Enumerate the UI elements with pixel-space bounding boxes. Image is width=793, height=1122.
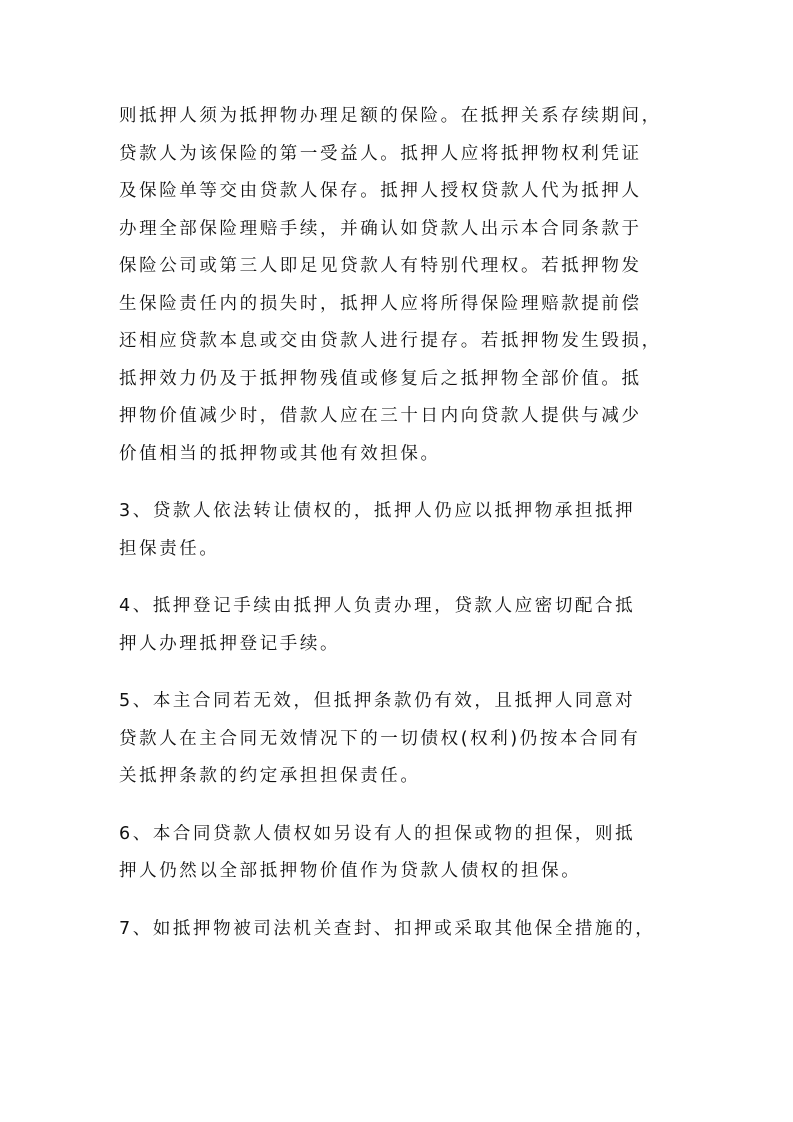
- text-line: 价值相当的抵押物或其他有效担保。: [119, 443, 441, 464]
- text-line: 则抵押人须为抵押物办理足额的保险。在抵押关系存续期间，: [119, 106, 662, 126]
- text-line: 贷款人为该保险的第一受益人。抵押人应将抵押物权利凭证: [119, 143, 642, 164]
- text-line: 5、本主合同若无效，但抵押条款仍有效，且抵押人同意对: [119, 691, 636, 711]
- paragraph-clause-7: [119, 911, 679, 949]
- text-line: 保险公司或第三人即足见贷款人有特别代理权。若抵押物发: [119, 256, 642, 276]
- paragraph-clause-6: [119, 816, 679, 891]
- text-line: 还相应贷款本息或交由贷款人进行提存。若抵押物发生毁损，: [119, 331, 662, 351]
- document-body: [119, 98, 679, 968]
- text-line: 贷款人在主合同无效情况下的一切债权(权利)仍按本合同有: [119, 728, 641, 749]
- text-line: 3、贷款人依法转让债权的，抵押人仍应以抵押物承担抵押: [119, 501, 636, 521]
- paragraph-clause-4: [119, 588, 679, 663]
- text-line: 抵押效力仍及于抵押物残值或修复后之抵押物全部价值。抵: [119, 368, 642, 389]
- text-line: 关抵押条款的约定承担担保责任。: [119, 766, 421, 786]
- text-line: 押人仍然以全部抵押物价值作为贷款人债权的担保。: [119, 861, 582, 881]
- paragraph-clause-3: [119, 493, 679, 568]
- text-line: 办理全部保险理赔手续，并确认如贷款人出示本合同条款于: [119, 218, 642, 239]
- paragraph-insurance-clause: [119, 98, 679, 473]
- paragraph-clause-5: [119, 683, 679, 796]
- text-line: 及保险单等交由贷款人保存。抵押人授权贷款人代为抵押人: [119, 181, 642, 201]
- text-line: 押物价值减少时，借款人应在三十日内向贷款人提供与减少: [119, 406, 642, 426]
- text-line: 7、如抵押物被司法机关查封、扣押或采取其他保全措施的，: [119, 918, 656, 939]
- text-line: 生保险责任内的损失时，抵押人应将所得保险理赔款提前偿: [119, 293, 642, 314]
- text-line: 6、本合同贷款人债权如另设有人的担保或物的担保，则抵: [119, 823, 636, 844]
- text-line: 押人办理抵押登记手续。: [119, 633, 341, 654]
- text-line: 4、抵押登记手续由抵押人负责办理，贷款人应密切配合抵: [119, 596, 636, 616]
- text-line: 担保责任。: [119, 538, 220, 559]
